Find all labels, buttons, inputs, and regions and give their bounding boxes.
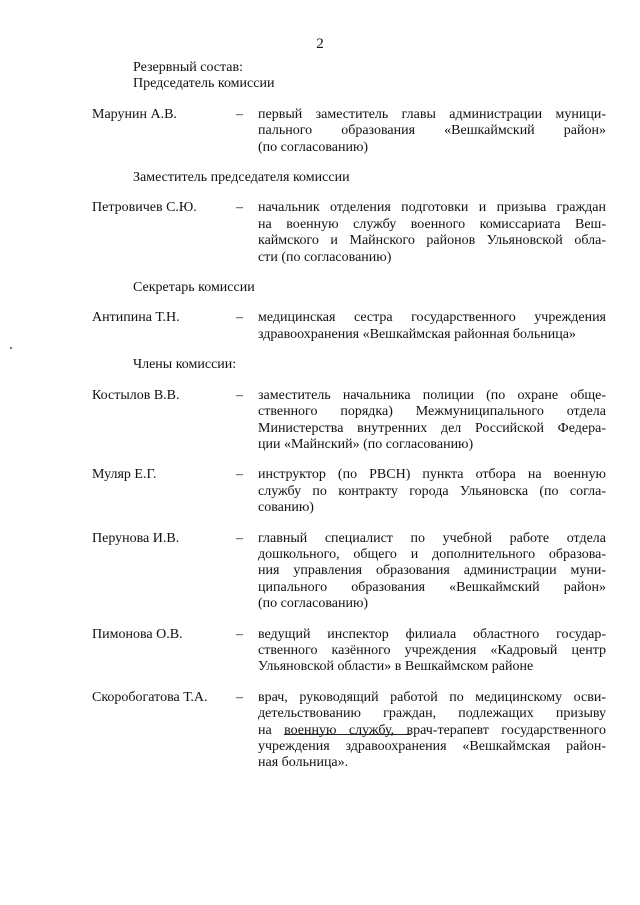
position-line: врач, руководящий работой по медицинскому осви-: [258, 689, 606, 705]
position-line: учреждения здравоохранения «Вешкаймская район-: [258, 739, 606, 754]
member-dash: –: [236, 467, 243, 483]
member-dash: –: [236, 106, 243, 122]
member-row: [92, 690, 606, 772]
member-row: [92, 200, 606, 266]
position-line: здравоохранения «Вешкаймская районная больница»: [258, 326, 576, 342]
closing-rule: [284, 734, 411, 735]
member-position: [258, 388, 606, 454]
member-name: Скоробогатова Т.А.: [92, 689, 208, 705]
member-name: Перунова И.В.: [92, 530, 180, 546]
member-name: Марунин А.В.: [92, 106, 177, 122]
member-position: [258, 690, 606, 772]
position-line: (по согласованию): [258, 596, 369, 612]
member-row: [92, 310, 606, 343]
position-line: Министерства внутренних дел Российской Федера-: [258, 420, 606, 436]
member-name: Антипина Т.Н.: [92, 310, 180, 326]
member-name: Муляр Е.Г.: [92, 467, 157, 483]
position-line: ведущий инспектор филиала областного государ-: [258, 626, 606, 642]
member-row: [92, 107, 606, 156]
page-number: 2: [316, 36, 324, 52]
member-row: [92, 627, 606, 676]
position-line: ная больница».: [258, 755, 349, 771]
position-line: ственного порядка) Межмуниципального отдела: [258, 404, 606, 420]
position-line: на военную службу военного комиссариата Веш-: [258, 216, 606, 232]
position-line: заместитель начальника полиции (по охране обще-: [258, 387, 606, 403]
member-dash: –: [236, 310, 243, 326]
member-name: Петровичев С.Ю.: [92, 200, 197, 216]
position-line: Ульяновской области» в Вешкаймском районе: [258, 659, 534, 675]
member-dash: –: [236, 530, 243, 546]
scan-speck: [10, 347, 12, 349]
member-dash: –: [236, 387, 243, 403]
member-position: [258, 200, 606, 266]
position-line: сованию): [258, 500, 314, 516]
section-heading-secretary: Секретарь комиссии: [133, 280, 255, 296]
member-position: [258, 531, 606, 613]
position-line: ципального образования «Вешкаймский район»: [258, 579, 606, 595]
member-dash: –: [236, 689, 243, 705]
member-row: [92, 531, 606, 613]
position-line: дошкольного, общего и дополнительного образова-: [258, 546, 606, 562]
member-row: [92, 467, 606, 516]
position-line: службу по контракту города Ульяновска (по согла-: [258, 483, 606, 499]
member-position: [258, 627, 606, 676]
position-line: инструктор (по РВСН) пункта отбора на военную: [258, 467, 606, 483]
section-heading-members: Члены комиссии:: [133, 357, 237, 373]
member-name: Пимонова О.В.: [92, 626, 183, 642]
commission-list: [92, 60, 606, 772]
position-line: начальник отделения подготовки и призыва граждан: [258, 200, 606, 216]
member-dash: –: [236, 626, 243, 642]
position-line: ции «Майнский» (по согласованию): [258, 436, 474, 452]
position-line: пального образования «Вешкаймский район»: [258, 123, 606, 139]
member-row: [92, 388, 606, 454]
position-line: сти (по согласованию): [258, 249, 392, 265]
position-line: главный специалист по учебной работе отдела: [258, 530, 606, 546]
position-line: (по согласованию): [258, 139, 369, 155]
position-line: детельствованию граждан, подлежащих призыву: [258, 706, 606, 722]
position-line: каймского и Майнского районов Ульяновской обла-: [258, 233, 606, 249]
position-line: на военную службу, врач-терапевт государственного: [258, 722, 606, 738]
member-dash: –: [236, 200, 243, 216]
position-line: ственного казённого учреждения «Кадровый центр: [258, 642, 606, 658]
member-position: [258, 310, 606, 343]
position-line: медицинская сестра государственного учреждения: [258, 310, 606, 326]
member-position: [258, 107, 606, 156]
section-heading-chairman: Председатель комиссии: [133, 76, 275, 92]
section-heading-deputy: Заместитель председателя комиссии: [133, 170, 350, 186]
member-position: [258, 467, 606, 516]
position-line: первый заместитель главы администрации муници-: [258, 106, 606, 122]
section-heading-reserve: Резервный состав:: [133, 60, 244, 75]
member-name: Костылов В.В.: [92, 387, 180, 403]
position-line: ния управления образования администрации муни-: [258, 563, 606, 579]
